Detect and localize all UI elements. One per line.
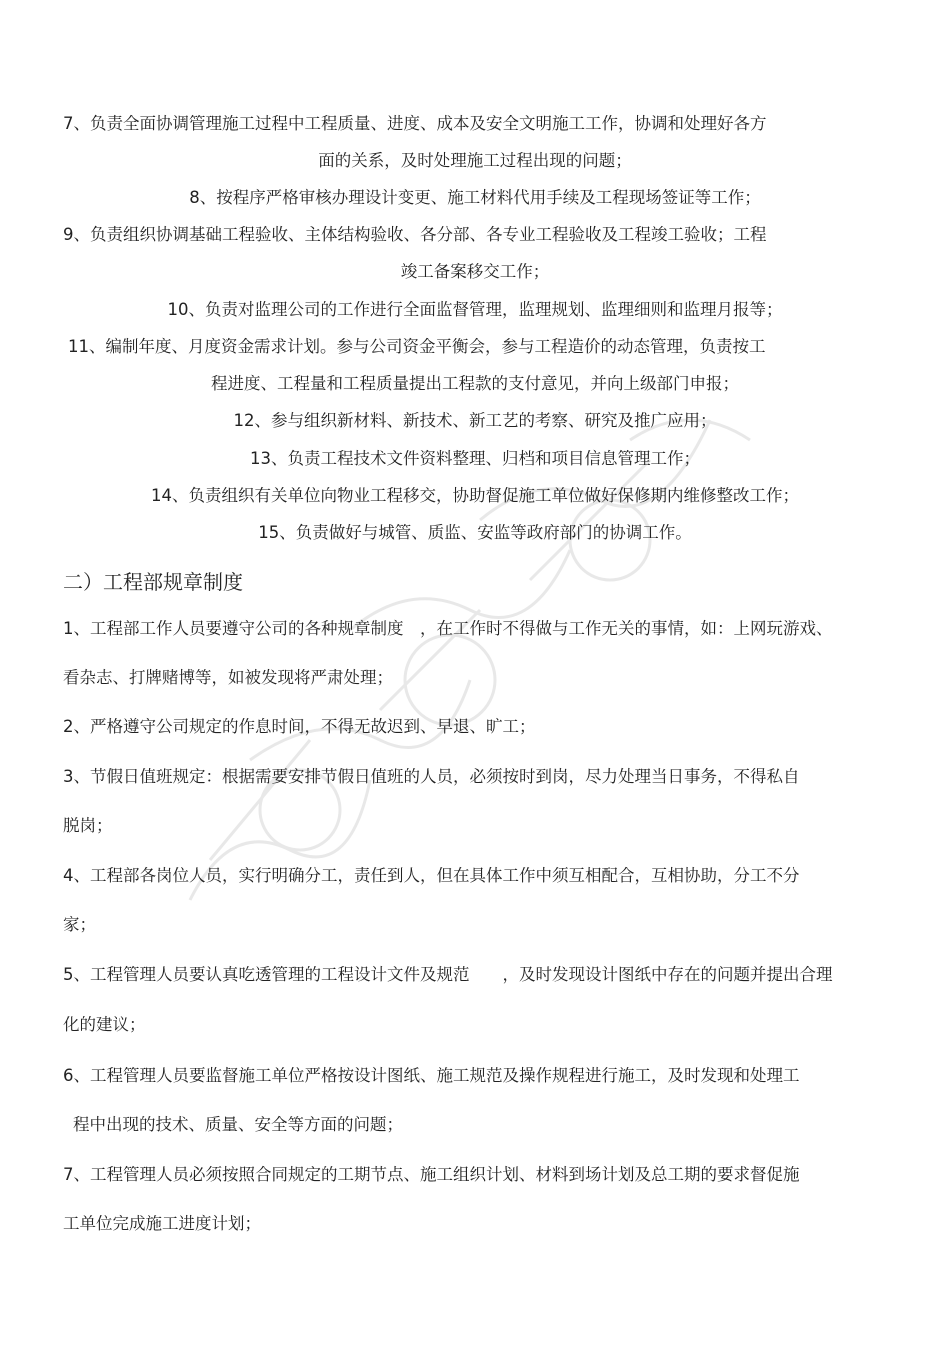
paragraph-line: 程进度、工程量和工程质量提出工程款的支付意见，并向上级部门申报； [211, 374, 739, 393]
paragraph-line: 脱岗； [63, 816, 113, 835]
paragraph-line: 12、参与组织新材料、新技术、新工艺的考察、研究及推广应用； [233, 411, 717, 430]
paragraph-line: 14、负责组织有关单位向物业工程移交，协助督促施工单位做好保修期内维修整改工作； [151, 486, 799, 505]
paragraph-line: 程中出现的技术、质量、安全等方面的问题； [73, 1115, 403, 1134]
paragraph-line: 11、编制年度、月度资金需求计划。参与公司资金平衡会，参与工程造价的动态管理，负责按工 [68, 337, 766, 356]
paragraph-line: 竣工备案移交工作； [400, 262, 550, 281]
paragraph-line: 4、工程部各岗位人员，实行明确分工，责任到人，但在具体工作中须互相配合，互相协助，分工不分 [63, 866, 800, 885]
paragraph-line: 9、负责组织协调基础工程验收、主体结构验收、各分部、各专业工程验收及工程竣工验收；工程 [63, 225, 767, 244]
paragraph-line: 1、工程部工作人员要遵守公司的各种规章制度 ，在工作时不得做与工作无关的事情，如：上网玩游戏、 [63, 619, 833, 638]
paragraph-line: 面的关系，及时处理施工过程出现的问题； [318, 151, 632, 170]
paragraph-line: 7、负责全面协调管理施工过程中工程质量、进度、成本及安全文明施工工作，协调和处理好各方 [63, 114, 767, 133]
paragraph-line: 8、按程序严格审核办理设计变更、施工材料代用手续及工程现场签证等工作； [189, 188, 761, 207]
paragraph-line: 10、负责对监理公司的工作进行全面监督管理，监理规划、监理细则和监理月报等； [167, 300, 783, 319]
paragraph-line: 化的建议； [63, 1015, 146, 1034]
paragraph-line: 5、工程管理人员要认真吃透管理的工程设计文件及规范 ，及时发现设计图纸中存在的问题并提出合理 [63, 965, 833, 984]
paragraph-line: 家； [63, 915, 96, 934]
paragraph-line: 看杂志、打牌赌博等，如被发现将严肃处理； [63, 668, 393, 687]
paragraph-line: 13、负责工程技术文件资料整理、归档和项目信息管理工作； [250, 449, 700, 468]
paragraph-line: 工单位完成施工进度计划； [63, 1214, 261, 1233]
paragraph-line: 3、节假日值班规定：根据需要安排节假日值班的人员，必须按时到岗，尽力处理当日事务，不得私自 [63, 767, 800, 786]
section-heading: 二）工程部规章制度 [63, 570, 243, 594]
paragraph-line: 15、负责做好与城管、质监、安监等政府部门的协调工作。 [258, 523, 692, 542]
paragraph-line: 7、工程管理人员必须按照合同规定的工期节点、施工组织计划、材料到场计划及总工期的要求督促施 [63, 1165, 800, 1184]
paragraph-line: 6、工程管理人员要监督施工单位严格按设计图纸、施工规范及操作规程进行施工，及时发现和处理工 [63, 1066, 800, 1085]
paragraph-line: 2、严格遵守公司规定的作息时间，不得无故迟到、早退、旷工； [63, 717, 536, 736]
